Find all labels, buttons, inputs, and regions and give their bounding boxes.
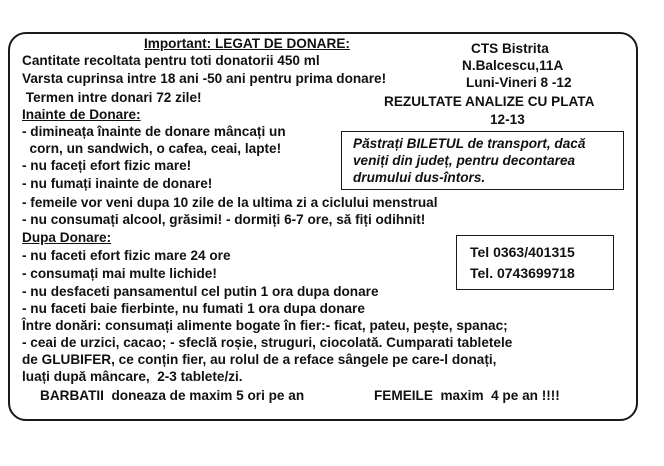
before-heading: Inainte de Donare: — [22, 107, 141, 122]
intro-line: Cantitate recoltata pentru toti donatorii 450 ml — [22, 53, 320, 68]
before-item: - nu consumați alcool, grăsimi! - dormiți 6-7 ore, să fiți odihnit! — [22, 212, 426, 227]
before-item: - dimineața înainte de donare mâncați un — [22, 124, 286, 139]
before-item: corn, un sandwich, o cafea, ceai, lapte! — [22, 141, 282, 156]
ticket-note-line: Păstrați BILETUL de transport, dacă — [353, 136, 586, 151]
after-item: - nu desfaceti pansamentul cel putin 1 ora dupa donare — [22, 284, 379, 299]
iron-advice-line: Între donări: consumați alimente bogate în fier:- ficat, pateu, pește, spanac; — [22, 318, 508, 333]
after-heading: Dupa Donare: — [22, 230, 112, 245]
center-address: N.Balcescu,11A — [462, 58, 564, 73]
before-item: - nu fumați inainte de donare! — [22, 176, 213, 191]
ticket-note-line: drumului dus-întors. — [353, 170, 486, 185]
iron-advice-line: - ceai de urzici, cacao; - sfeclă roșie, struguri, ciocolată. Cumparati tabletele — [22, 335, 513, 350]
after-item: - nu faceti efort fizic mare 24 ore — [22, 248, 231, 263]
after-item: - consumați mai multe lichide! — [22, 266, 217, 281]
phone-number: Tel. 0743699718 — [470, 265, 575, 281]
legend-title: Important: LEGAT DE DONARE: — [144, 36, 350, 51]
men-limit: BARBATII doneaza de maxim 5 ori pe an — [40, 388, 305, 403]
after-item: - nu faceti baie fierbinte, nu fumati 1 ora dupa donare — [22, 301, 365, 316]
phone-number: Tel 0363/401315 — [470, 244, 575, 260]
intro-line: Termen intre donari 72 zile! — [22, 90, 202, 105]
intro-line: Varsta cuprinsa intre 18 ani -50 ani pentru prima donare! — [22, 71, 387, 86]
opening-hours: Luni-Vineri 8 -12 — [466, 75, 572, 90]
women-limit: FEMEILE maxim 4 pe an !!!! — [374, 388, 560, 403]
iron-advice-line: luați după mâncare, 2-3 tablete/zi. — [22, 369, 243, 384]
before-item: - femeile vor veni dupa 10 zile de la ultima zi a ciclului menstrual — [22, 195, 438, 210]
results-label: REZULTATE ANALIZE CU PLATA — [384, 94, 595, 109]
before-item: - nu faceți efort fizic mare! — [22, 158, 192, 173]
iron-advice-line: de GLUBIFER, ce conțin fier, au rolul de a reface sângele pe care-l donați, — [22, 352, 497, 367]
results-hours: 12-13 — [490, 112, 525, 127]
ticket-note-line: veniți din județ, pentru decontarea — [353, 153, 576, 168]
center-name: CTS Bistrita — [471, 41, 549, 56]
